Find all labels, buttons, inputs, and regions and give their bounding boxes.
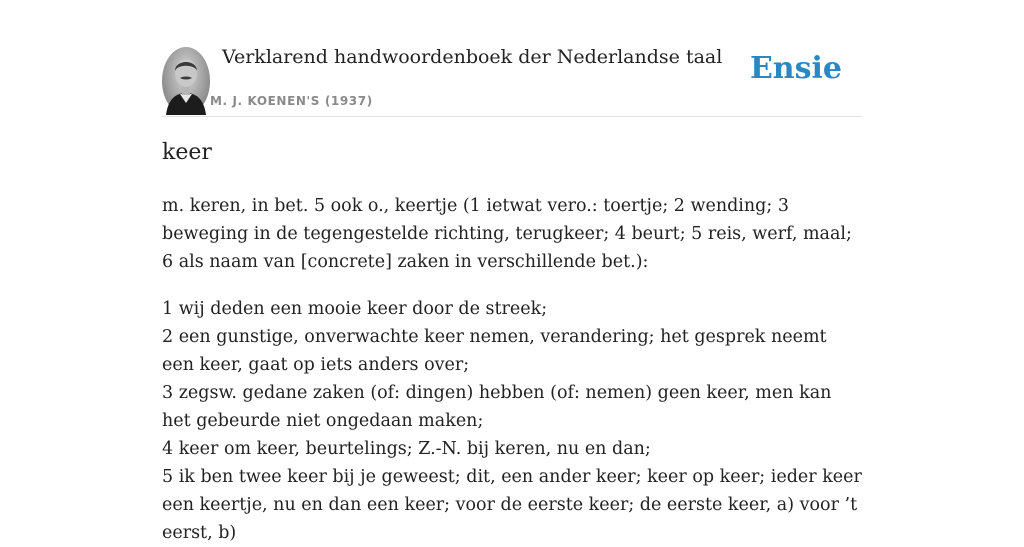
entry-example: 1 wij deden een mooie keer door de streek;: [162, 299, 548, 319]
dictionary-title: Verklarend handwoordenboek der Nederlandse taal: [222, 46, 723, 68]
entry-headword: keer: [162, 140, 212, 165]
dictionary-author: M. J. KOENEN'S (1937): [210, 94, 373, 108]
entry-example: 3 zegsw. gedane zaken (of: dingen) hebben (of: nemen) geen keer, men kan het gebeurde niet ongedaan maken;: [162, 383, 832, 431]
entry-example: 4 keer om keer, beurtelings; Z.-N. bij keren, nu en dan;: [162, 439, 651, 459]
site-header: [162, 46, 862, 117]
entry-content: [162, 192, 862, 547]
entry-definition: m. keren, in bet. 5 ook o., keertje (1 ietwat vero.: toertje; 2 wending; 3 beweging in de tegengestelde richting, terugkeer; 4 beurt; 5 reis, werf, maal; 6 als naam van [concrete] zaken in verschillende bet.):: [162, 196, 852, 272]
entry-example: 5 ik ben twee keer bij je geweest; dit, een ander keer; keer op keer; ieder keer een keertje, nu en dan een keer; voor de eerste keer; de eerste keer, a) voor ’t eerst, b): [162, 467, 862, 543]
ensie-logo-link[interactable]: Ensie: [749, 51, 842, 86]
author-portrait-icon: [162, 47, 210, 115]
entry-example: 2 een gunstige, onverwachte keer nemen, verandering; het gesprek neemt een keer, gaat op iets anders over;: [162, 327, 827, 375]
